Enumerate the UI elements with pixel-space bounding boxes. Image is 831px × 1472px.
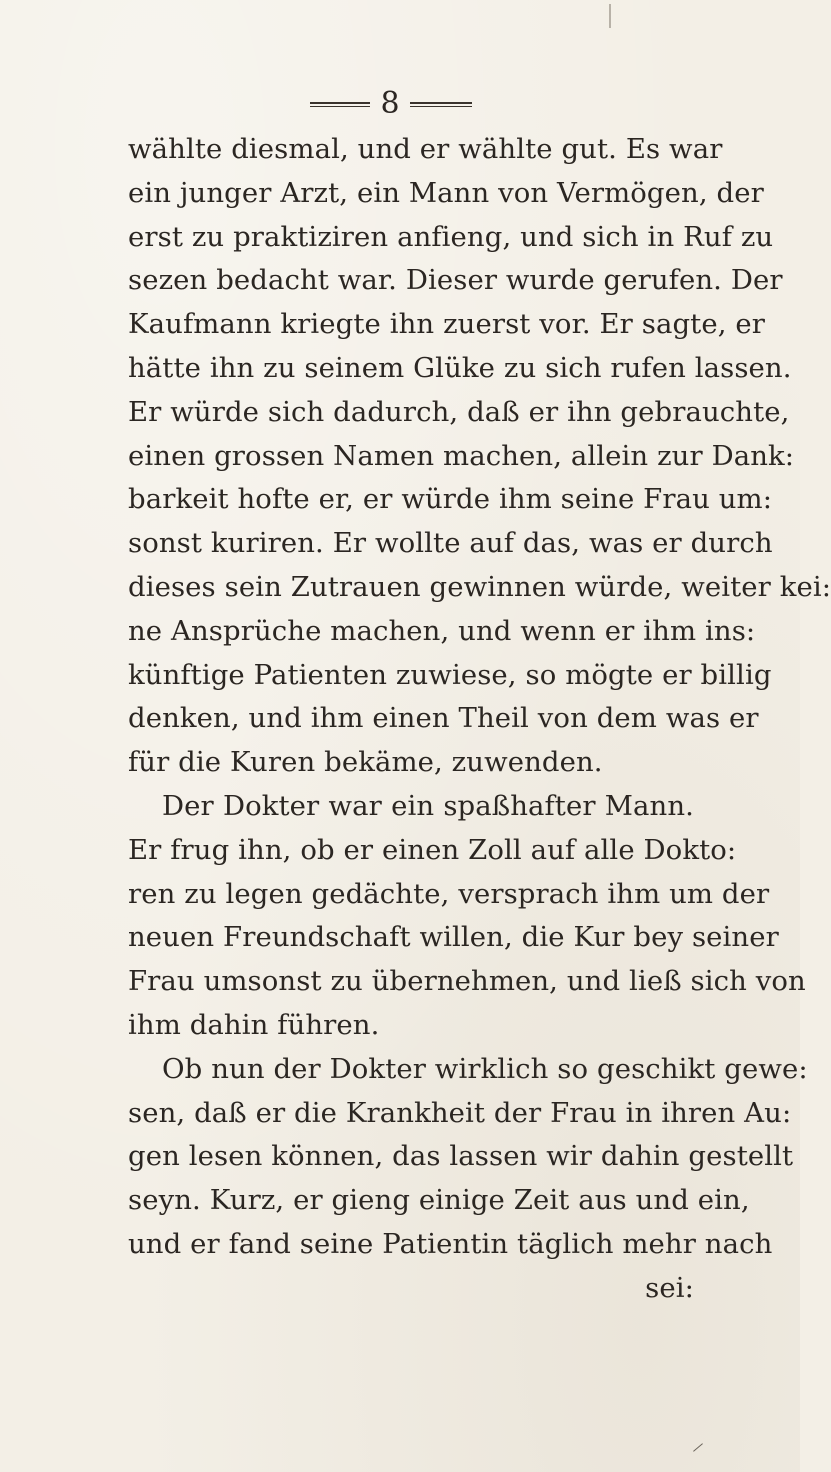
text-line: neuen Freundschaft willen, die Kur bey seiner xyxy=(128,921,779,954)
text-line: dieses sein Zutrauen gewinnen würde, weiter kei: xyxy=(128,570,831,603)
text-line: gen lesen können, das lassen wir dahin gestellt xyxy=(128,1140,794,1173)
text-line: sezen bedacht war. Dieser wurde gerufen. Der xyxy=(128,264,783,297)
text-line: erst zu praktiziren anfieng, und sich in Ruf zu xyxy=(128,220,774,253)
text-line: Der Dokter war ein spaßhafter Mann. xyxy=(162,789,694,822)
body-text xyxy=(128,128,831,1311)
catchword: sei: xyxy=(645,1271,694,1304)
text-line: ne Ansprüche machen, und wenn er ihm ins: xyxy=(128,614,756,647)
text-line: Kaufmann kriegte ihn zuerst vor. Er sagte, er xyxy=(128,308,765,341)
text-line: künftige Patienten zuwiese, so mögte er billig xyxy=(128,658,772,691)
text-line: Er frug ihn, ob er einen Zoll auf alle Dokto: xyxy=(128,833,737,866)
text-line: einen grossen Namen machen, allein zur Dank: xyxy=(128,439,795,472)
text-line: Ob nun der Dokter wirklich so geschikt gewe: xyxy=(162,1052,808,1085)
page-number: 8 xyxy=(380,86,400,121)
page-header xyxy=(0,84,800,124)
text-line: sonst kuriren. Er wollte auf das, was er durch xyxy=(128,527,773,560)
header-rule-left xyxy=(310,102,370,107)
header-rule-right xyxy=(410,102,472,107)
paper-blemish xyxy=(609,4,611,28)
text-line: für die Kuren bekäme, zuwenden. xyxy=(128,746,603,779)
text-line: sen, daß er die Krankheit der Frau in ihren Au: xyxy=(128,1096,792,1129)
text-line: hätte ihn zu seinem Glüke zu sich rufen lassen. xyxy=(128,351,792,384)
text-line: ihm dahin führen. xyxy=(128,1008,380,1041)
text-line: und er fand seine Patientin täglich mehr nach xyxy=(128,1227,773,1260)
text-line: ren zu legen gedächte, versprach ihm um der xyxy=(128,877,770,910)
text-line: Er würde sich dadurch, daß er ihn gebrauchte, xyxy=(128,395,790,428)
text-line: denken, und ihm einen Theil von dem was er xyxy=(128,702,759,735)
text-line: seyn. Kurz, er gieng einige Zeit aus und ein, xyxy=(128,1184,750,1217)
text-line: barkeit hofte er, er würde ihm seine Frau um: xyxy=(128,483,773,516)
text-line: Frau umsonst zu übernehmen, und ließ sich von xyxy=(128,965,806,998)
text-line: ein junger Arzt, ein Mann von Vermögen, der xyxy=(128,176,764,209)
text-line: wählte diesmal, und er wählte gut. Es war xyxy=(128,133,723,165)
